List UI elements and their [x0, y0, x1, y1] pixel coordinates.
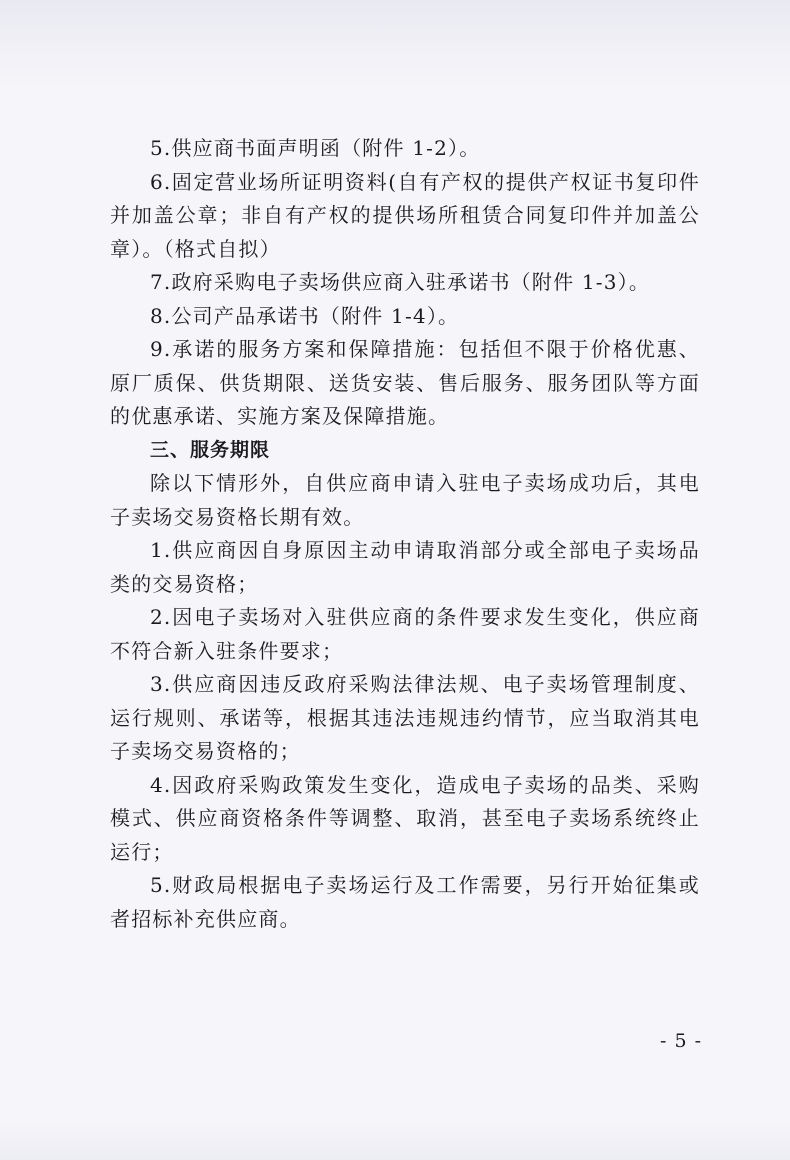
- condition-item-4: 4.因政府采购政策发生变化，造成电子卖场的品类、采购模式、供应商资格条件等调整、取消，甚至电子卖场系统终止运行；: [110, 772, 700, 864]
- page-number: - 5 -: [660, 1030, 703, 1052]
- paragraph-item-6: 6.固定营业场所证明资料(自有产权的提供产权证书复印件并加盖公章；非自有产权的提供场所租赁合同复印件并加盖公章）。（格式自拟）: [110, 169, 700, 261]
- condition-item-2: 2.因电子卖场对入驻供应商的条件要求发生变化，供应商不符合新入驻条件要求；: [110, 605, 700, 663]
- condition-item-5: 5.财政局根据电子卖场运行及工作需要，另行开始征集或者招标补充供应商。: [110, 873, 700, 931]
- paragraph-item-9: 9.承诺的服务方案和保障措施：包括但不限于价格优惠、原厂质保、供货期限、送货安装、售后服务、服务团队等方面的优惠承诺、实施方案及保障措施。: [110, 337, 700, 428]
- condition-item-3: 3.供应商因违反政府采购法律法规、电子卖场管理制度、运行规则、承诺等，根据其违法违规违约情节，应当取消其电子卖场交易资格的；: [110, 672, 700, 763]
- scan-shadow-top: [0, 0, 790, 90]
- document-body: [110, 132, 700, 936]
- scan-shadow-bottom: [0, 1120, 790, 1160]
- paragraph-item-8: 8.公司产品承诺书（附件 1-4）。: [150, 303, 460, 328]
- paragraph-item-5: 5.供应商书面声明函（附件 1-2）。: [150, 136, 481, 160]
- paragraph-item-7: 7.政府采购电子卖场供应商入驻承诺书（附件 1-3）。: [150, 270, 651, 294]
- section-intro: 除以下情形外，自供应商申请入驻电子卖场成功后，其电子卖场交易资格长期有效。: [110, 471, 700, 529]
- section-heading: 三、服务期限: [150, 438, 271, 461]
- condition-item-1: 1.供应商因自身原因主动申请取消部分或全部电子卖场品类的交易资格；: [110, 538, 700, 596]
